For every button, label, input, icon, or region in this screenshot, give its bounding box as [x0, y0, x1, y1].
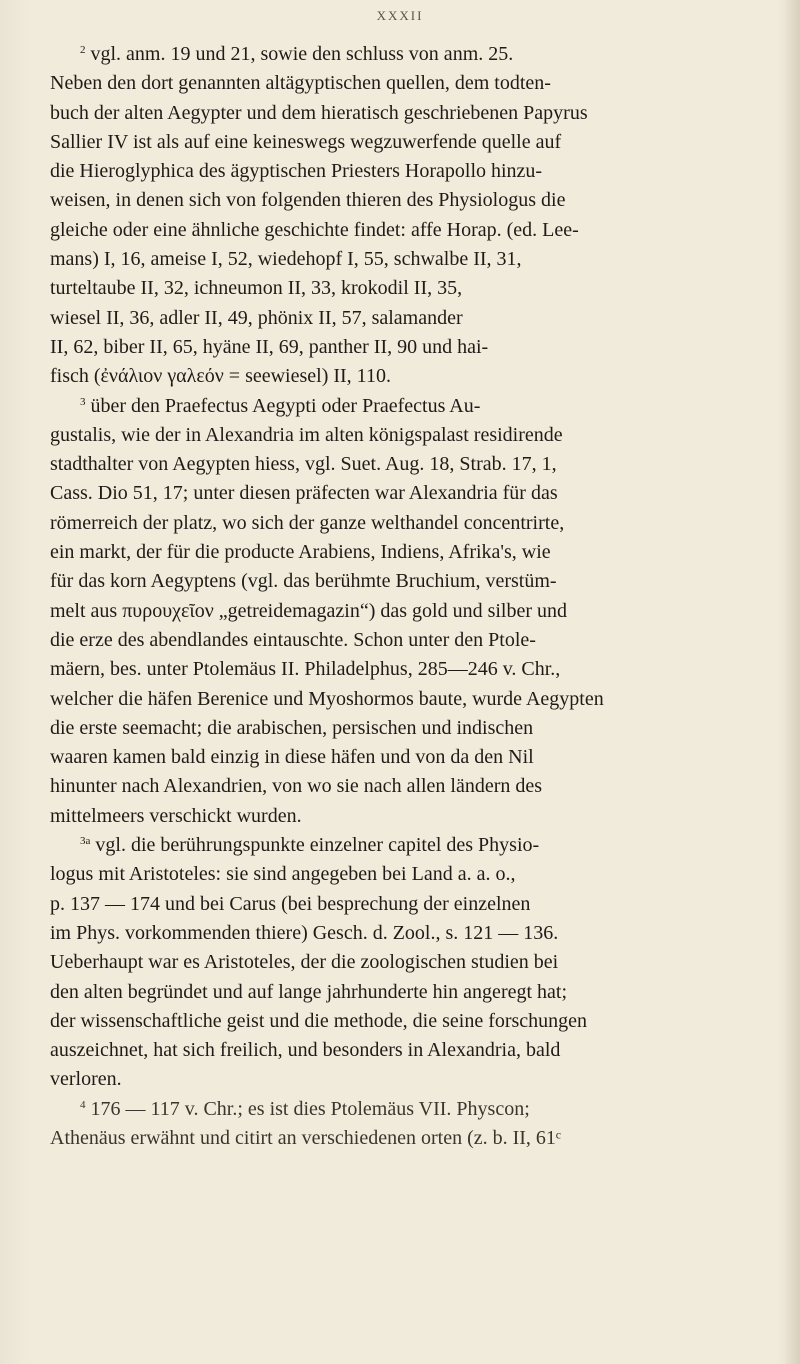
footnote-4	[50, 1095, 778, 1154]
text-line: vgl. anm. 19 und 21, sowie den schluss von anm. 25.	[90, 43, 514, 65]
text-line: für das korn Aegyptens (vgl. das berühmte Bruchium, verstüm-	[50, 570, 557, 593]
text-line: Sallier IV ist als auf eine keineswegs wegzuwerfende quelle auf	[50, 130, 562, 153]
text-line: gleiche oder eine ähnliche geschichte findet: affe Horap. (ed. Lee-	[50, 218, 579, 241]
footnote-3a	[50, 831, 778, 1095]
footnotes-block	[50, 40, 778, 1153]
text-line: vgl. die berührungspunkte einzelner capitel des Physio-	[95, 834, 540, 857]
text-line: über den Praefectus Aegypti oder Praefectus Au-	[90, 394, 481, 417]
text-line: welcher die häfen Berenice und Myoshormos baute, wurde Aegypten	[50, 687, 604, 710]
text-line: auszeichnet, hat sich freilich, und besonders in Alexandria, bald	[50, 1039, 561, 1062]
text-line: römerreich der platz, wo sich der ganze welthandel concentrirte,	[50, 511, 565, 534]
text-line: Cass. Dio 51, 17; unter diesen präfecten war Alexandria für das	[50, 482, 558, 505]
text-line: hinunter nach Alexandrien, von wo sie nach allen ländern des	[50, 775, 543, 798]
text-line: im Phys. vorkommenden thiere) Gesch. d. Zool., s. 121 — 136.	[50, 921, 559, 944]
text-line: weisen, in denen sich von folgenden thieren des Physiologus die	[50, 189, 566, 212]
page-edge-shadow	[786, 0, 800, 1364]
footnote-2	[50, 40, 778, 392]
text-line: mittelmeers verschickt wurden.	[50, 804, 302, 827]
text-line: II, 62, biber II, 65, hyäne II, 69, panther II, 90 und hai-	[50, 335, 489, 358]
footnote-marker: 4	[80, 1098, 86, 1111]
footnote-marker: 2	[80, 44, 86, 56]
footnote-3	[50, 392, 778, 831]
text-line: melt aus πυρουχεῖον „getreidemagazin“) das gold und silber und	[50, 599, 568, 622]
page-number-header: XXXII	[376, 8, 424, 23]
text-line: den alten begründet und auf lange jahrhunderte hin angeregt hat;	[50, 980, 568, 1003]
footnote-marker: 3a	[80, 835, 91, 848]
text-line: turteltaube II, 32, ichneumon II, 33, krokodil II, 35,	[50, 277, 463, 300]
text-line: Neben den dort genannten altägyptischen quellen, dem todten-	[50, 72, 551, 95]
text-line: stadthalter von Aegypten hiess, vgl. Suet. Aug. 18, Strab. 17, 1,	[50, 453, 557, 476]
text-line: verloren.	[50, 1068, 122, 1091]
text-line: gustalis, wie der in Alexandria im alten königspalast residirende	[50, 423, 563, 446]
text-line: waaren kamen bald einzig in diese häfen und von da den Nil	[50, 746, 534, 769]
text-line: die erste seemacht; die arabischen, persischen und indischen	[50, 716, 534, 739]
text-line: mans) I, 16, ameise I, 52, wiedehopf I, 55, schwalbe II, 31,	[50, 248, 522, 271]
text-line: die Hieroglyphica des ägyptischen Priesters Horapollo hinzu-	[50, 160, 543, 183]
text-line: buch der alten Aegypter und dem hieratisch geschriebenen Papyrus	[50, 101, 588, 124]
text-line: mäern, bes. unter Ptolemäus II. Philadelphus, 285—246 v. Chr.,	[50, 658, 561, 681]
text-line: fisch (ἐνάλιον γαλεόν = seewiesel) II, 110.	[50, 365, 391, 388]
text-line: der wissenschaftliche geist und die methode, die seine forschungen	[50, 1009, 588, 1032]
text-line: 176 — 117 v. Chr.; es ist dies Ptolemäus VII. Physcon;	[90, 1097, 530, 1120]
text-line: p. 137 — 174 und bei Carus (bei besprechung der einzelnen	[50, 892, 531, 915]
text-line: Athenäus erwähnt und citirt an verschiedenen orten (z. b. II, 61ᶜ	[50, 1126, 562, 1149]
text-line: Ueberhaupt war es Aristoteles, der die zoologischen studien bei	[50, 951, 559, 974]
text-line: die erze des abendlandes eintauschte. Schon unter den Ptole-	[50, 628, 536, 651]
footnote-marker: 3	[80, 395, 86, 408]
text-line: wiesel II, 36, adler II, 49, phönix II, 57, salamander	[50, 306, 463, 329]
text-line: logus mit Aristoteles: sie sind angegeben bei Land a. a. o.,	[50, 863, 516, 886]
text-line: ein markt, der für die producte Arabiens, Indiens, Afrika's, wie	[50, 541, 551, 564]
